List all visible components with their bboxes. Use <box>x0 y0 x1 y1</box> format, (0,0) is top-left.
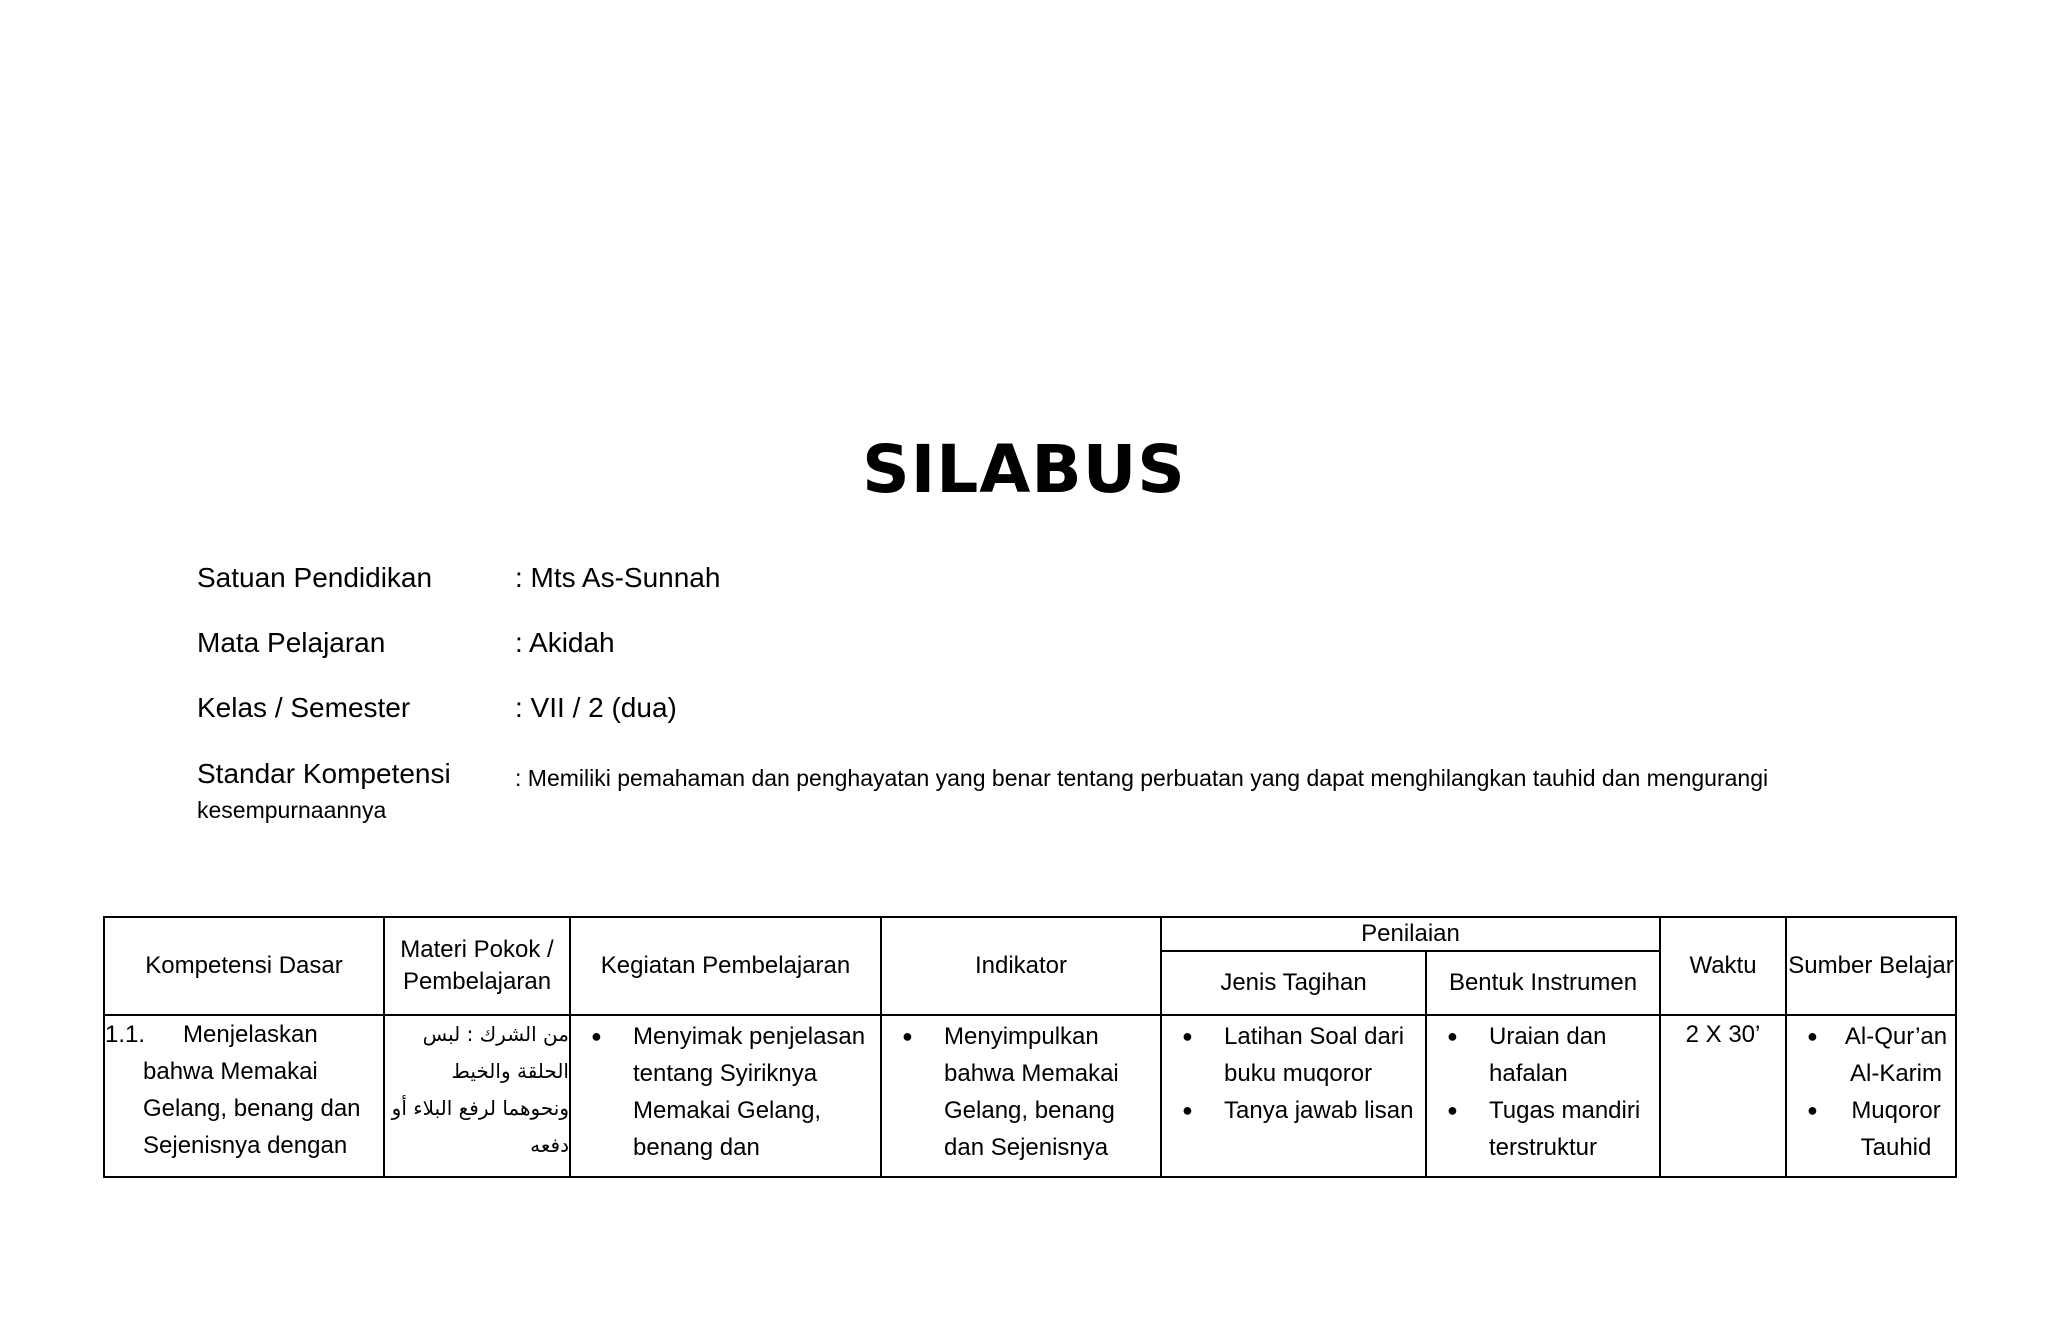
cell-waktu: 2 X 30’ <box>1660 1015 1786 1177</box>
list-item: ● Menyimak penjelasan tentang Syiriknya Memakai Gelang, benang dan <box>585 1018 876 1166</box>
list-item: ● Al-Qur’an Al-Karim <box>1801 1018 1951 1092</box>
meta-kelas-label: Kelas / Semester <box>197 692 411 723</box>
kd-line: Gelang, benang dan <box>143 1095 361 1122</box>
cell-sumber-belajar <box>1786 1015 1956 1177</box>
kd-line: Sejenisnya dengan <box>143 1132 348 1159</box>
list-item: ● Tugas mandiri terstruktur <box>1441 1092 1655 1166</box>
header-materi-pokok: Materi Pokok / Pembelajaran <box>384 917 570 1015</box>
header-bentuk-instrumen: Bentuk Instrumen <box>1426 951 1660 1015</box>
header-jenis-tagihan: Jenis Tagihan <box>1161 951 1426 1015</box>
cell-jenis-tagihan <box>1161 1015 1426 1177</box>
kd-line: bahwa Memakai <box>143 1058 318 1085</box>
syllabus-table <box>103 916 1957 1178</box>
meta-satuan-label: Satuan Pendidikan <box>197 562 433 593</box>
list-item: ● Menyimpulkan bahwa Memakai Gelang, benang dan Sejenisnya <box>896 1018 1156 1166</box>
meta-standar-label: Standar Kompetensi <box>197 758 451 789</box>
page-title: SILABUS <box>862 431 1186 508</box>
meta-standar-continuation: kesempurnaannya <box>197 797 387 823</box>
cell-bentuk-instrumen <box>1426 1015 1660 1177</box>
meta-mapel-value: : Akidah <box>515 627 615 658</box>
list-item: ● Tanya jawab lisan <box>1176 1092 1421 1129</box>
header-sumber-belajar: Sumber Belajar <box>1786 917 1956 1015</box>
header-kompetensi-dasar: Kompetensi Dasar <box>104 917 384 1015</box>
cell-kegiatan <box>570 1015 881 1177</box>
header-indikator: Indikator <box>881 917 1161 1015</box>
meta-satuan-value: : Mts As-Sunnah <box>515 562 721 593</box>
cell-kompetensi-dasar <box>104 1015 384 1177</box>
header-penilaian: Penilaian <box>1161 917 1660 951</box>
list-item: ● Muqoror Tauhid <box>1801 1092 1951 1166</box>
kd-line: Menjelaskan <box>183 1021 318 1048</box>
header-kegiatan: Kegiatan Pembelajaran <box>570 917 881 1015</box>
header-waktu: Waktu <box>1660 917 1786 1015</box>
meta-standar-value: : Memiliki pemahaman dan penghayatan yang benar tentang perbuatan yang dapat menghilangkan tauhid dan mengurangi <box>515 765 1769 791</box>
table-row <box>104 1015 1956 1177</box>
meta-mapel-label: Mata Pelajaran <box>197 627 386 658</box>
kd-number: 1.1. <box>105 1021 146 1048</box>
meta-kelas-value: : VII / 2 (dua) <box>515 692 677 723</box>
cell-indikator <box>881 1015 1161 1177</box>
list-item: ● Uraian dan hafalan <box>1441 1018 1655 1092</box>
cell-materi-pokok: من الشرك : لبس الحلقة والخيط ونحوهما لرفع البلاء أو دفعه <box>384 1015 570 1177</box>
list-item: ● Latihan Soal dari buku muqoror <box>1176 1018 1421 1092</box>
